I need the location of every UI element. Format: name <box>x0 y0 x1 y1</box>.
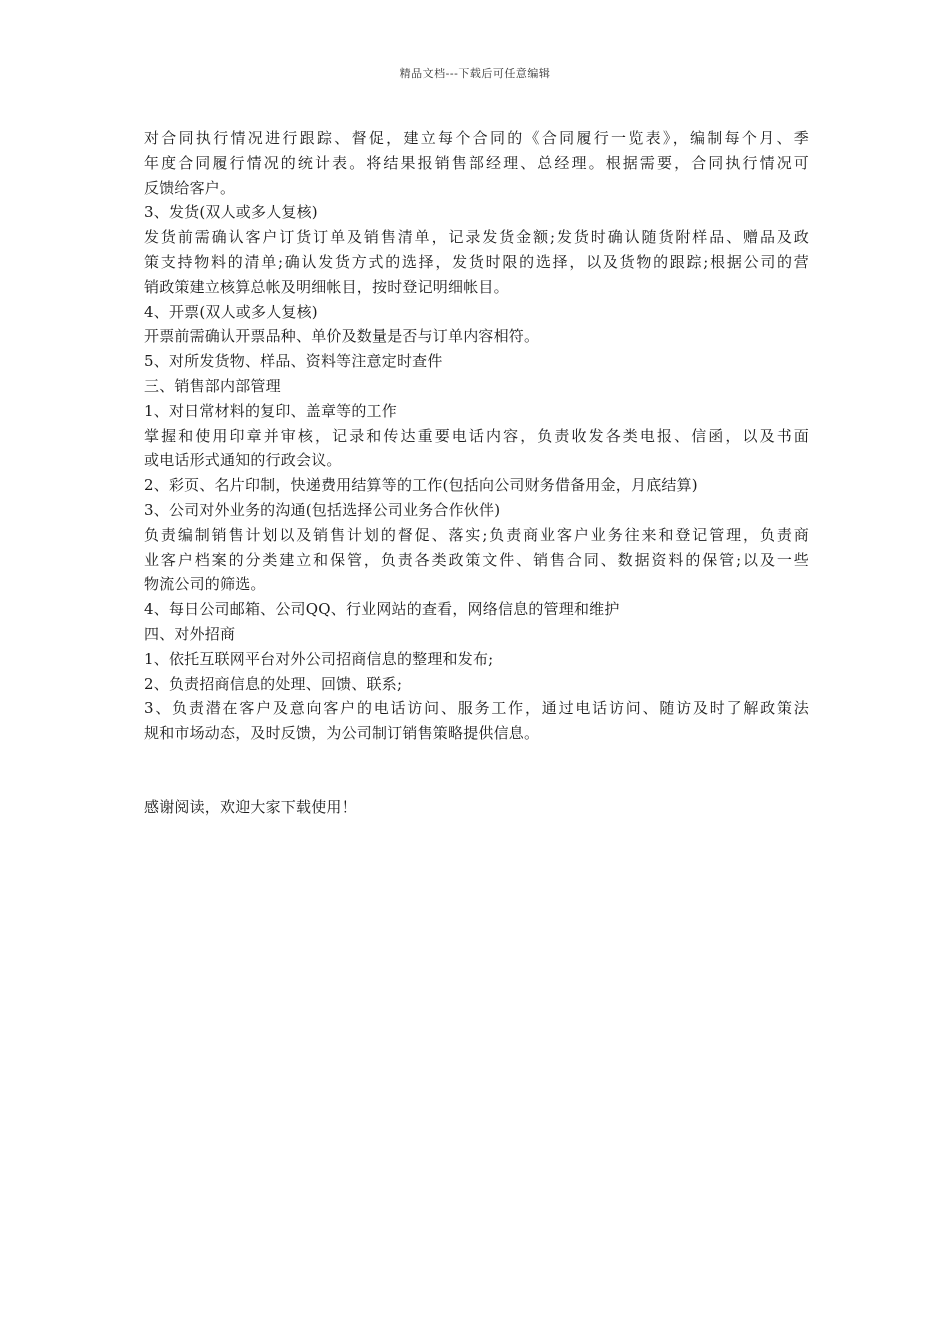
list-item <box>144 647 809 672</box>
paragraph <box>144 126 809 200</box>
section-heading <box>144 300 809 325</box>
section-heading <box>144 200 809 225</box>
text-line: 1、依托互联网平台对外公司招商信息的整理和发布; <box>144 649 494 668</box>
paragraph <box>144 225 809 299</box>
text-line: 1、对日常材料的复印、盖章等的工作 <box>144 401 397 420</box>
paragraph <box>144 523 809 597</box>
text-line: 5、对所发货物、样品、资料等注意定时查件 <box>144 352 443 371</box>
text-line: 3、发货(双人或多人复核) <box>144 203 318 222</box>
text-line: 销政策建立核算总帐及明细帐目，按时登记明细帐目。 <box>144 277 509 296</box>
section-heading <box>144 473 809 498</box>
list-item <box>144 696 809 746</box>
text-line: 三、销售部内部管理 <box>144 376 281 395</box>
text-line: 开票前需确认开票品种、单价及数量是否与订单内容相符。 <box>144 327 540 346</box>
text-line: 2、彩页、名片印制，快递费用结算等的工作(包括向公司财务借备用金，月底结算) <box>144 476 698 495</box>
text-line: 物流公司的筛选。 <box>144 575 266 594</box>
closing-note: 感谢阅读，欢迎大家下载使用！ <box>144 797 357 816</box>
text-line: 四、对外招商 <box>144 624 236 643</box>
text-line: 3、公司对外业务的沟通(包括选择公司业务合作伙伴) <box>144 500 501 519</box>
text-line: 规和市场动态，及时反馈，为公司制订销售策略提供信息。 <box>144 724 540 743</box>
page-header: 精品文档---下载后可任意编辑 <box>399 67 551 80</box>
text-line: 业客户档案的分类建立和保管，负责各类政策文件、销售合同、数据资料的保管;以及一些 <box>144 550 809 569</box>
section-heading <box>144 399 809 424</box>
paragraph <box>144 324 809 349</box>
text-line: 对合同执行情况进行跟踪、督促，建立每个合同的《合同履行一览表》，编制每个月、季 <box>144 129 809 147</box>
section-heading <box>144 622 809 647</box>
text-line: 2、负责招商信息的处理、回馈、联系; <box>144 674 403 693</box>
text-line: 3、负责潜在客户及意向客户的电话访问、服务工作，通过电话访问、随访及时了解政策法 <box>144 699 809 718</box>
list-item <box>144 672 809 697</box>
text-line: 年度合同履行情况的统计表。将结果报销售部经理、总经理。根据需要，合同执行情况可 <box>144 153 809 172</box>
section-heading <box>144 349 809 374</box>
paragraph <box>144 424 809 474</box>
blank-gap <box>144 746 809 795</box>
section-heading <box>144 498 809 523</box>
text-line: 发货前需确认客户订货订单及销售清单，记录发货金额;发货时确认随货附样品、赠品及政 <box>144 228 809 247</box>
text-line: 反馈给客户。 <box>144 178 236 197</box>
section-heading <box>144 597 809 622</box>
text-line: 或电话形式通知的行政会议。 <box>144 451 342 470</box>
text-line: 4、开票(双人或多人复核) <box>144 302 318 321</box>
document-body <box>144 126 809 820</box>
text-line: 掌握和使用印章并审核，记录和传达重要电话内容，负责收发各类电报、信函，以及书面 <box>144 426 809 445</box>
section-heading <box>144 374 809 399</box>
text-line: 策支持物料的清单;确认发货方式的选择，发货时限的选择，以及货物的跟踪;根据公司的营 <box>144 252 809 271</box>
text-line: 4、每日公司邮箱、公司QQ、行业网站的查看，网络信息的管理和维护 <box>144 600 620 619</box>
text-line: 负责编制销售计划以及销售计划的督促、落实;负责商业客户业务往来和登记管理，负责商 <box>144 525 809 544</box>
